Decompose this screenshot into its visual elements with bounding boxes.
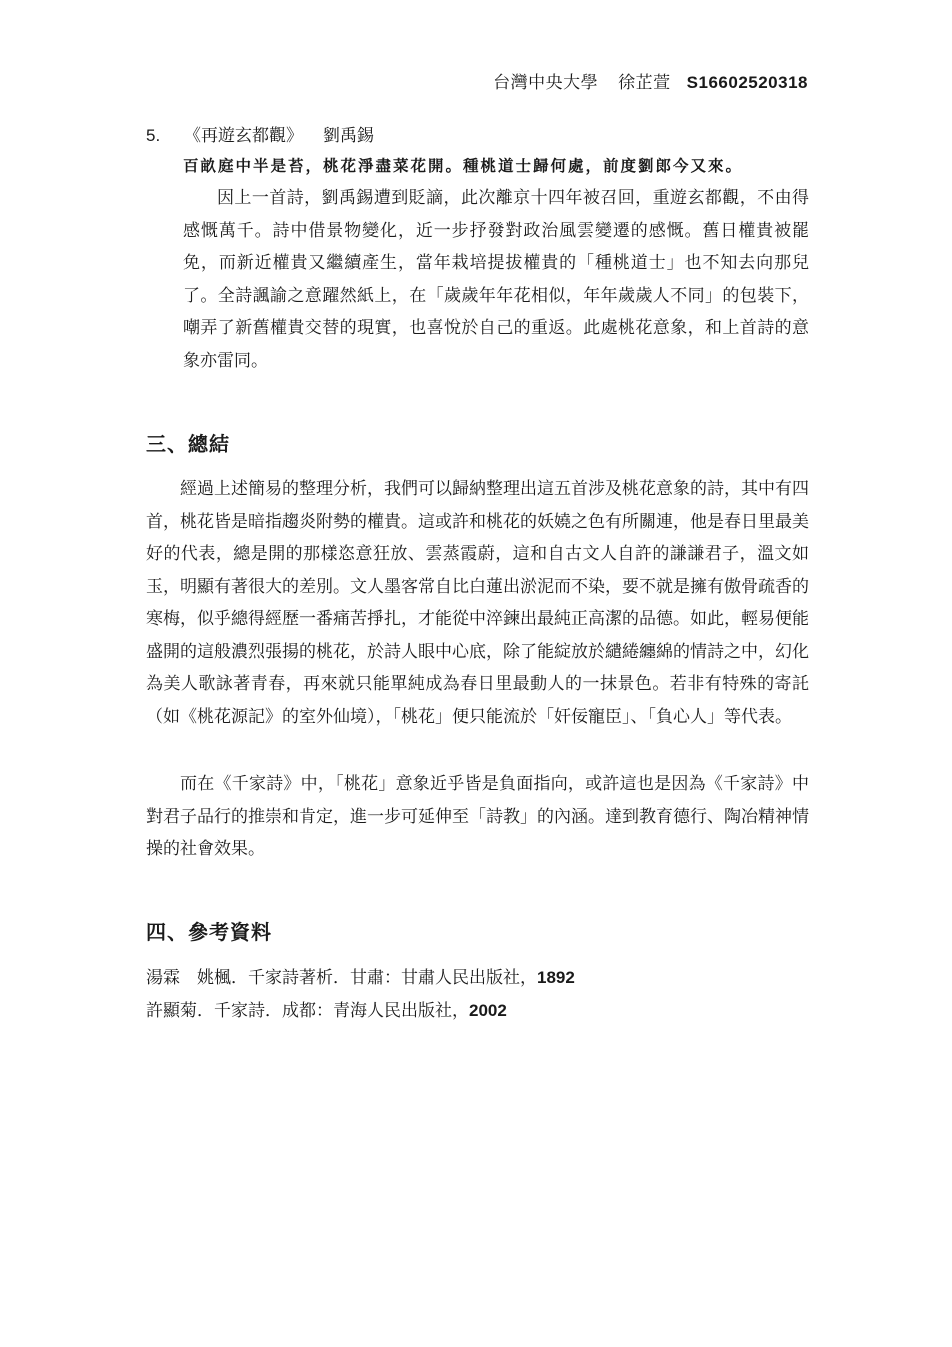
summary-paragraph: 經過上述簡易的整理分析，我們可以歸納整理出這五首涉及桃花意象的詩，其中有四首，桃花皆是暗指趨炎附勢的權貴。這或許和桃花的妖嬈之色有所關連，他是春日里最美好的代表，總是開的那樣恣意狂放、雲蒸霞蔚，這和自古文人自許的謙謙君子，溫文如玉，明顯有著很大的差別。文人墨客常自比白蓮出淤泥而不染，要不就是擁有傲骨疏香的寒梅，似乎總得經歷一番痛苦掙扎，才能從中淬鍊出最純正高潔的品德。如此，輕易便能盛開的這般濃烈張揚的桃花，於詩人眼中心底，除了能綻放於繾綣纏綿的情詩之中，幻化為美人歌詠著青春，再來就只能單純成為春日里最動人的一抹景色。若非有特殊的寄託（如《桃花源記》的室外仙境），「桃花」便只能流於「奸佞寵臣」、「負心人」等代表。 — [146, 479, 809, 727]
reference-text: 許顯菊．千家詩．成都：青海人民出版社， — [146, 1001, 469, 1021]
reference-text: 湯霖 姚楓．千家詩著析．甘肅：甘肅人民出版社， — [146, 968, 537, 988]
poem-author: 劉禹錫 — [323, 126, 374, 146]
section-heading-references: 四、參考資料 — [146, 920, 272, 944]
item-number: 5. — [146, 126, 161, 145]
page-header — [493, 68, 808, 93]
school-name: 台灣中央大學 — [493, 73, 599, 93]
poem-text: 百畝庭中半是苔，桃花淨盡菜花開。種桃道士歸何處，前度劉郎今又來。 — [183, 156, 744, 175]
poem-title: 《再遊玄都觀》 — [184, 126, 303, 146]
poem-item-title — [146, 121, 374, 146]
student-id: S16602520318 — [686, 73, 808, 92]
reference-item — [146, 996, 507, 1021]
reference-item — [146, 963, 575, 988]
summary-paragraph: 而在《千家詩》中，「桃花」意象近乎皆是負面指向，或許這也是因為《千家詩》中對君子品行的推崇和肯定，進一步可延伸至「詩教」的內涵。達到教育德行、陶冶精神情操的社會效果。 — [146, 774, 809, 859]
section-heading-summary: 三、總結 — [146, 432, 230, 456]
reference-year: 1892 — [537, 968, 575, 987]
reference-year: 2002 — [469, 1001, 507, 1020]
poem-analysis: 因上一首詩，劉禹錫遭到貶謫，此次離京十四年被召回，重遊玄都觀，不由得感慨萬千。詩中借景物變化，近一步抒發對政治風雲變遷的感慨。舊日權貴被罷免，而新近權貴又繼續產生，當年栽培提拔權貴的「種桃道士」也不知去向那兒了。全詩諷諭之意躍然紙上，在「歲歲年年花相似，年年歲歲人不同」的包裝下，嘲弄了新舊權貴交替的現實，也喜悅於自己的重返。此處桃花意象，和上首詩的意象亦雷同。 — [183, 188, 809, 371]
student-name: 徐芷萱 — [618, 73, 671, 93]
